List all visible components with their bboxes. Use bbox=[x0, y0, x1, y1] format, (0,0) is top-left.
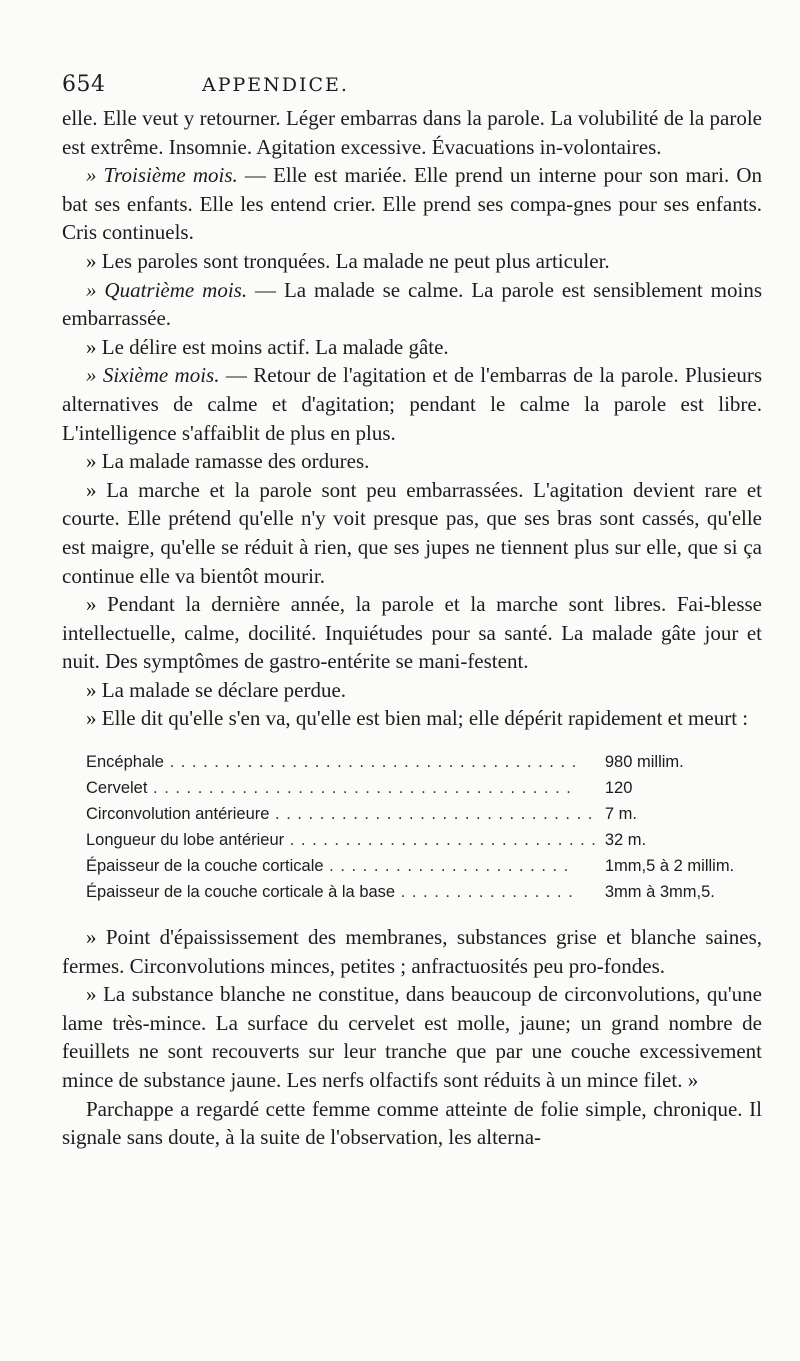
leader-dots: . . . . . . . . . . . . . . . . . . . . . . bbox=[323, 857, 570, 876]
leader-dots: . . . . . . . . . . . . . . . . bbox=[395, 883, 574, 902]
paragraph: » Le délire est moins actif. La malade gâte. bbox=[86, 334, 449, 359]
paragraph: Parchappe a regardé cette femme comme atteinte de folie simple, chronique. Il signale sans doute, à la suite de l'observation, les alterna- bbox=[62, 1096, 762, 1150]
measurement-label: Encéphale bbox=[86, 753, 164, 772]
paragraph-text: — La malade se calme. La parole est sensiblement moins embarrassée. bbox=[62, 277, 762, 331]
paragraph: » La malade ramasse des ordures. bbox=[86, 449, 370, 474]
table-row bbox=[86, 749, 734, 775]
leader-dots: . . . . . . . . . . . . . . . . . . . . . . . . . . . . . . . . . . . . . . bbox=[147, 779, 572, 798]
page-header bbox=[62, 72, 762, 102]
table-row bbox=[86, 775, 734, 801]
paragraph: » Les paroles sont tronquées. La malade ne peut plus articuler. bbox=[86, 248, 610, 273]
paragraph-text: — Elle est mariée. Elle prend un interne pour son mari. On bat ses enfants. Elle les entend crier. Elle prend ses compa-gnes pour ses enfants. Cris continuels. bbox=[62, 163, 763, 245]
measurement-label: Longueur du lobe antérieur bbox=[86, 831, 285, 850]
section-heading: » Sixième mois. bbox=[86, 363, 220, 388]
paragraph: » Pendant la dernière année, la parole et la marche sont libres. Fai-blesse intellectuelle, calme, docilité. Inquiétudes pour sa santé. La malade gâte jour et nuit. Des symptômes de gastro-entérite se mani-festent. bbox=[62, 592, 762, 674]
measurement-value: 980 millim. bbox=[604, 753, 684, 772]
table-row bbox=[86, 801, 734, 827]
measurement-value: 7 m. bbox=[604, 805, 637, 824]
table-row bbox=[86, 879, 734, 905]
table-row bbox=[86, 827, 734, 853]
paragraph bbox=[62, 361, 762, 447]
page-number: 654 bbox=[62, 72, 106, 97]
paragraph bbox=[62, 161, 762, 247]
running-head: APPENDICE. bbox=[202, 74, 349, 96]
measurement-value: 32 m. bbox=[604, 831, 647, 850]
paragraph: » La substance blanche ne constitue, dans beaucoup de circonvolutions, qu'une lame très-mince. La surface du cervelet est molle, jaune; un grand nombre de feuillets ne sont recouverts sur leur tranche que par une couche excessivement mince de substance jaune. Les nerfs olfactifs sont réduits à un mince filet. » bbox=[62, 982, 762, 1093]
leader-dots: . . . . . . . . . . . . . . . . . . . . . . . . . . . . bbox=[284, 831, 597, 850]
measurement-label: Épaisseur de la couche corticale à la base bbox=[86, 883, 396, 902]
section-heading: » Quatrième mois. bbox=[86, 277, 248, 302]
measurement-label: Circonvolution antérieure bbox=[86, 805, 270, 824]
measurement-label: Épaisseur de la couche corticale bbox=[86, 857, 324, 876]
paragraph: » Elle dit qu'elle s'en va, qu'elle est bien mal; elle dépérit rapidement et meurt : bbox=[86, 706, 749, 731]
measurement-value: 120 bbox=[604, 779, 633, 798]
paragraph: » La marche et la parole sont peu embarrassées. L'agitation devient rare et courte. Elle prétend qu'elle n'y voit presque pas, que ses bras sont cassés, qu'elle est maigre, qu'elle se réduit à rien, que ses jupes ne tiennent plus sur elle, que si ça continue elle va bientôt mourir. bbox=[62, 477, 762, 588]
measurement-value: 3mm à 3mm,5. bbox=[604, 883, 715, 902]
leader-dots: . . . . . . . . . . . . . . . . . . . . . . . . . . . . . . . . . . . . . bbox=[163, 753, 578, 772]
measurement-label: Cervelet bbox=[86, 779, 148, 798]
measurement-table bbox=[86, 749, 734, 905]
paragraph: » La malade se déclare perdue. bbox=[86, 677, 347, 702]
paragraph: elle. Elle veut y retourner. Léger embarras dans la parole. La volubilité de la parole est extrême. Insomnie. Agitation excessive. Évacuations in-volontaires. bbox=[62, 106, 762, 159]
paragraph: » Point d'épaississement des membranes, substances grise et blanche saines, fermes. Circonvolutions minces, petites ; anfractuosités peu pro-fondes. bbox=[62, 925, 762, 978]
paragraph bbox=[62, 276, 762, 333]
measurement-value: 1mm,5 à 2 millim. bbox=[604, 857, 735, 876]
leader-dots: . . . . . . . . . . . . . . . . . . . . . . . . . . . . . bbox=[269, 805, 594, 824]
body-text bbox=[62, 104, 762, 1152]
section-heading: » Troisième mois. bbox=[86, 163, 238, 188]
paragraph-text: — Retour de l'agitation et de l'embarras de la parole. Plusieurs alternatives de calme et d'agitation; pendant le calme la parole est libre. L'intelligence s'affaiblit de plus en plus. bbox=[62, 363, 762, 445]
table-row bbox=[86, 853, 734, 879]
